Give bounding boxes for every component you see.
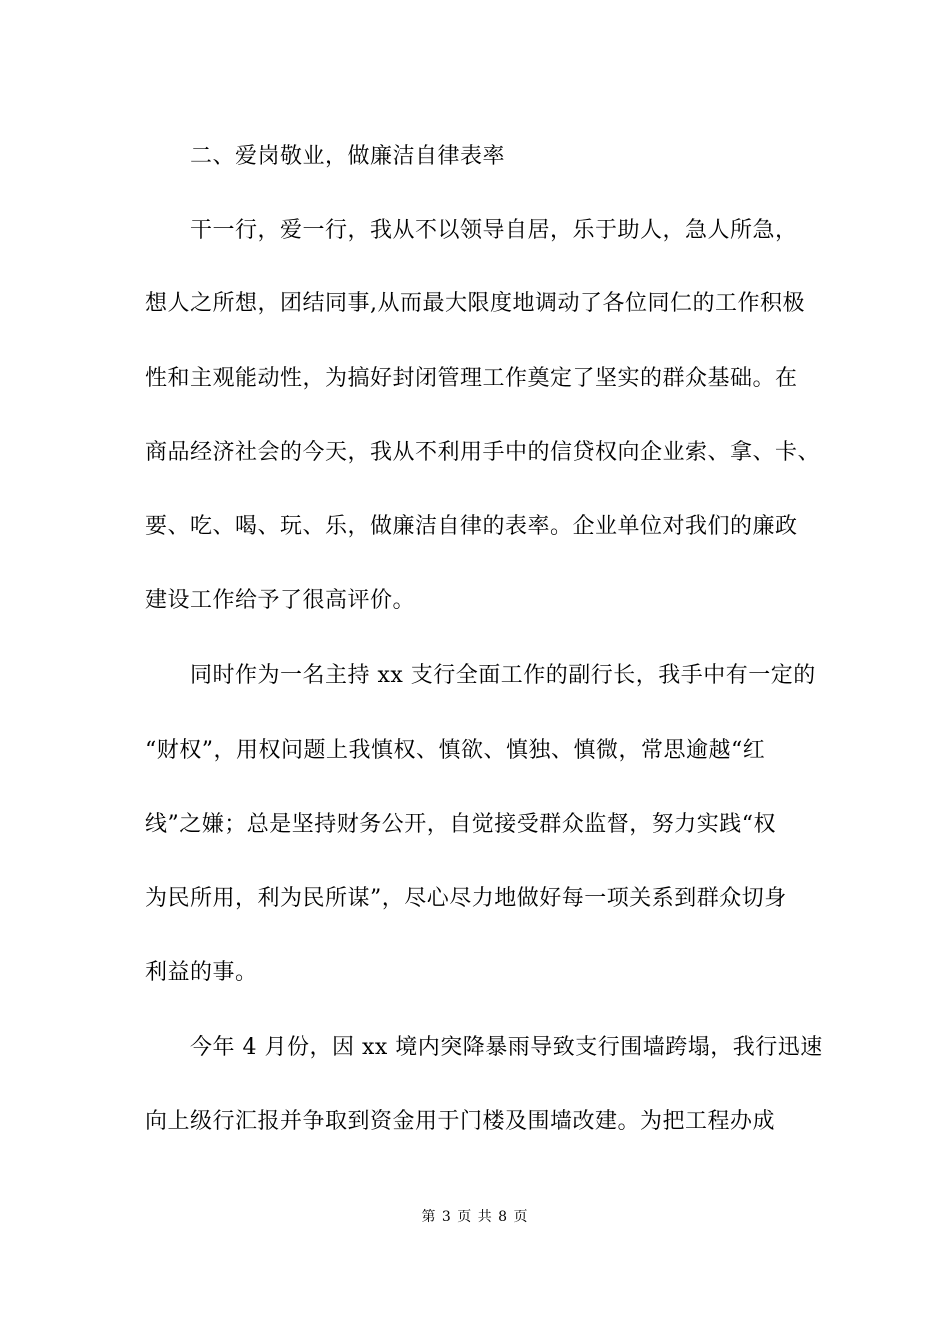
paragraph-line: 性和主观能动性，为搞好封闭管理工作奠定了坚实的群众基础。在: [145, 366, 798, 391]
paragraph-line: “财权”，用权问题上我慎权、慎欲、慎独、慎微，常思逾越“红: [145, 738, 766, 763]
paragraph-line: 建设工作给予了很高评价。: [145, 588, 416, 613]
paragraph-line: 今年 4 月份，因 xx 境内突降暴雨导致支行围墙跨塌，我行迅速: [190, 1035, 823, 1060]
paragraph-line: 商品经济社会的今天，我从不利用手中的信贷权向企业索、拿、卡、: [145, 440, 821, 465]
paragraph-line: 利益的事。: [145, 960, 258, 985]
paragraph-line: 想人之所想，团结同事,从而最大限度地调动了各位同仁的工作积极: [145, 291, 805, 316]
paragraph-line: 为民所用，利为民所谋”，尽心尽力地做好每一项关系到群众切身: [145, 886, 787, 911]
paragraph-line: 干一行，爱一行，我从不以领导自居，乐于助人，急人所急，: [190, 218, 798, 243]
paragraph-line: 同时作为一名主持 xx 支行全面工作的副行长，我手中有一定的: [190, 663, 816, 688]
section-heading: 二、爱岗敬业，做廉洁自律表率: [190, 144, 506, 169]
page-number-footer: 第 3 页 共 8 页: [421, 1209, 529, 1225]
paragraph-line: 要、吃、喝、玩、乐，做廉洁自律的表率。企业单位对我们的廉政: [145, 514, 798, 539]
paragraph-line: 线”之嫌；总是坚持财务公开，自觉接受群众监督，努力实践“权: [145, 812, 776, 837]
paragraph-line: 向上级行汇报并争取到资金用于门楼及围墙改建。为把工程办成: [145, 1109, 776, 1134]
